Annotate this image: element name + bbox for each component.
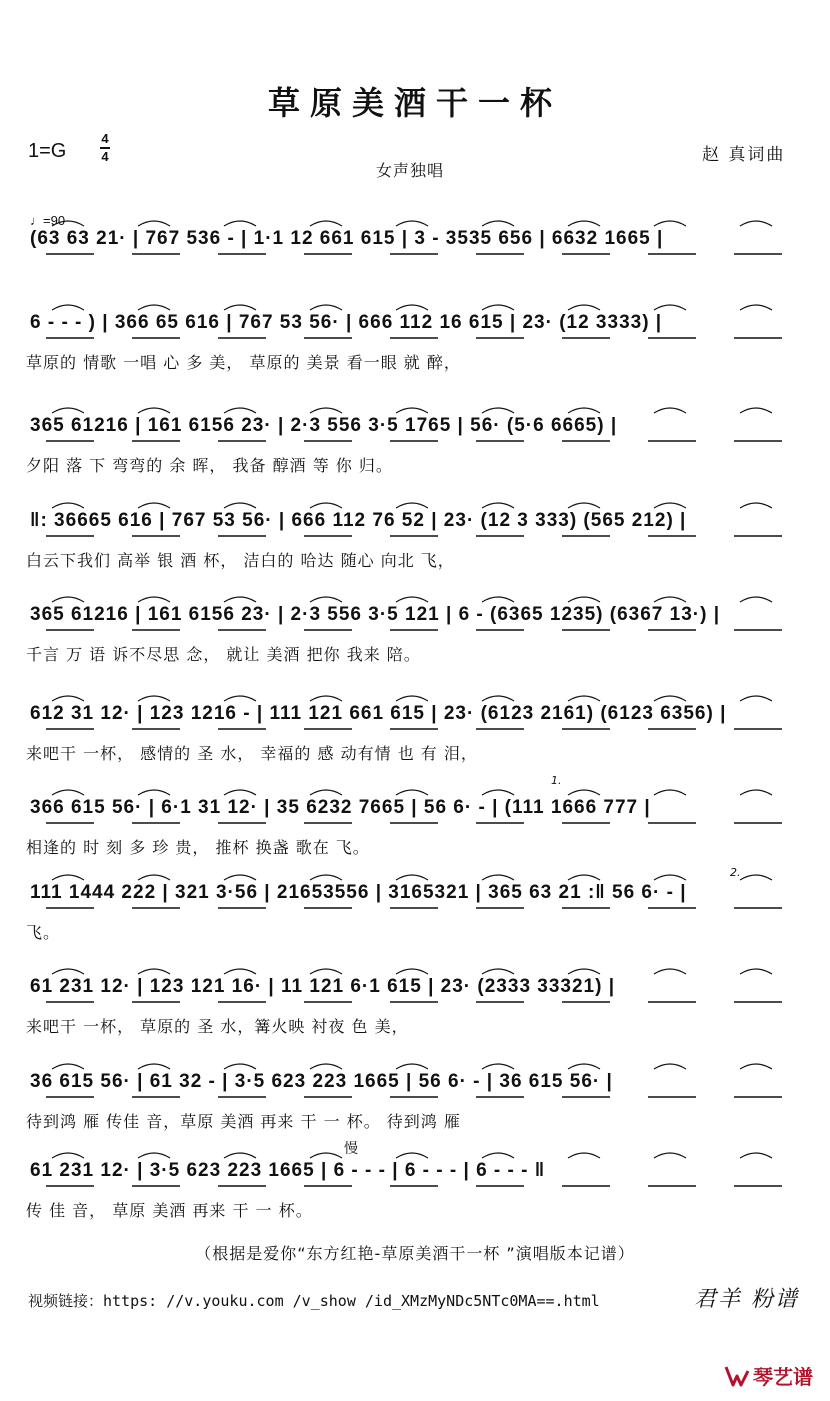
performer-note: 女声独唱 — [376, 161, 445, 180]
tempo-marking: ♩=90 — [30, 213, 66, 228]
slur-mark — [568, 790, 600, 795]
slur-mark — [568, 969, 600, 974]
notation-line: 366 615 56· | 6·1 31 12· | 35 6232 7665 | 56 6· - | (111 1666 777 | — [30, 797, 651, 818]
logo-mark-icon — [724, 1365, 750, 1387]
slur-mark — [224, 1064, 256, 1069]
lyrics-line: 来吧干 一杯， 感情的 圣 水， 幸福的 感 动有情 也 有 泪， — [26, 744, 478, 763]
lyrics-line: 白云下我们 高举 银 酒 杯， 洁白的 哈达 随心 向北 飞， — [26, 551, 455, 570]
notation-line: 365 61216 | 161 6156 23· | 2·3 556 3·5 1765 | 56· (5·6 6665) | — [30, 415, 618, 436]
slur-mark — [52, 503, 84, 508]
slur-mark — [396, 1064, 428, 1069]
slur-mark — [740, 969, 772, 974]
slur-mark — [52, 696, 84, 701]
slur-mark — [52, 790, 84, 795]
transcriber-signature: 君羊 粉谱 — [694, 1287, 799, 1312]
notation-line: 111 1444 222 | 321 3·56 | 21653556 | 3165321 | 365 63 21 :‖ 56 6· - | — [30, 882, 687, 903]
slur-mark — [568, 875, 600, 880]
slur-mark — [396, 875, 428, 880]
notation-line: 365 61216 | 161 6156 23· | 2·3 556 3·5 121 | 6 - (6365 1235) (6367 13·) | — [30, 604, 721, 625]
slur-mark — [654, 221, 686, 226]
volta-1-label: 1. — [551, 774, 562, 787]
slur-mark — [568, 503, 600, 508]
slur-mark — [52, 875, 84, 880]
slur-mark — [310, 875, 342, 880]
slur-mark — [224, 969, 256, 974]
slur-mark — [52, 597, 84, 602]
slur-mark — [654, 790, 686, 795]
slur-mark — [138, 408, 170, 413]
source-footnote: （根据是爱你“东方红艳-草原美酒干一杯 ”演唱版本记谱） — [195, 1244, 635, 1263]
key-signature: 1=G — [28, 140, 67, 162]
slur-mark — [224, 408, 256, 413]
slur-mark — [740, 503, 772, 508]
notation-line: 6 - - - ) | 366 65 616 | 767 53 56· | 666 112 16 615 | 23· (12 3333) | — [30, 312, 663, 333]
video-link[interactable]: 视频链接：https: //v.youku.com /v_show /id_XMzMyNDc5NTc0MA==.html — [28, 1292, 600, 1310]
slur-mark — [224, 790, 256, 795]
slur-mark — [224, 597, 256, 602]
notation-line: 612 31 12· | 123 1216 - | 111 121 661 615 | 23· (6123 2161) (6123 6356) | — [30, 703, 727, 724]
slur-mark — [52, 1064, 84, 1069]
volta-2-label: 2. — [730, 866, 741, 879]
slur-mark — [482, 408, 514, 413]
slur-mark — [396, 305, 428, 310]
slur-mark — [224, 221, 256, 226]
slur-mark — [310, 305, 342, 310]
slur-mark — [396, 969, 428, 974]
slur-mark — [654, 969, 686, 974]
slur-mark — [568, 408, 600, 413]
slur-mark — [310, 1064, 342, 1069]
slur-mark — [654, 696, 686, 701]
site-logo[interactable] — [724, 1361, 813, 1390]
notation-line: 61 231 12· | 3·5 623 223 1665 | 6 - - - | 6 - - - | 6 - - - ‖ — [30, 1160, 546, 1181]
lyrics-line: 待到鸿 雁 传佳 音，草原 美酒 再来 干 一 杯。 待到鸿 雁 — [26, 1112, 461, 1131]
slur-mark — [482, 969, 514, 974]
slur-mark — [138, 696, 170, 701]
slur-mark — [740, 1064, 772, 1069]
slur-mark — [310, 969, 342, 974]
lyrics-line: 来吧干 一杯， 草原的 圣 水，篝火映 衬夜 色 美， — [26, 1017, 409, 1036]
song-title: 草原美酒干一杯 — [267, 84, 562, 122]
slur-mark — [396, 408, 428, 413]
slur-mark — [654, 1064, 686, 1069]
slur-mark — [482, 1153, 514, 1158]
slur-mark — [740, 408, 772, 413]
slur-mark — [568, 1064, 600, 1069]
lyrics-line: 相逢的 时 刻 多 珍 贵， 推杯 换盏 歌在 飞。 — [26, 838, 370, 857]
slur-mark — [310, 696, 342, 701]
slur-mark — [310, 221, 342, 226]
slur-mark — [138, 1153, 170, 1158]
slur-mark — [482, 305, 514, 310]
time-signature-bottom: 4 — [101, 148, 109, 164]
slur-mark — [310, 597, 342, 602]
slur-mark — [568, 1153, 600, 1158]
notation-line: ‖: 36665 616 | 767 53 56· | 666 112 76 52 | 23· (12 3 333) (565 212) | — [30, 510, 687, 531]
time-signature-top: 4 — [101, 131, 109, 146]
slur-mark — [568, 221, 600, 226]
slur-mark — [568, 696, 600, 701]
slur-mark — [224, 503, 256, 508]
slur-mark — [52, 408, 84, 413]
slur-mark — [310, 503, 342, 508]
lyrics-line: 飞。 — [26, 923, 61, 942]
slur-mark — [52, 1153, 84, 1158]
slur-mark — [138, 790, 170, 795]
slur-mark — [396, 221, 428, 226]
slur-mark — [740, 790, 772, 795]
slur-mark — [396, 696, 428, 701]
lyrics-line: 千言 万 语 诉不尽思 念， 就让 美酒 把你 我来 陪。 — [26, 645, 421, 664]
notation-line: 36 615 56· | 61 32 - | 3·5 623 223 1665 | 56 6· - | 36 615 56· | — [30, 1071, 613, 1092]
slur-mark — [224, 1153, 256, 1158]
slur-mark — [568, 597, 600, 602]
slur-mark — [740, 221, 772, 226]
slur-mark — [138, 1064, 170, 1069]
slur-mark — [740, 875, 772, 880]
slur-mark — [482, 1064, 514, 1069]
slur-mark — [138, 875, 170, 880]
slur-mark — [396, 790, 428, 795]
slur-mark — [138, 221, 170, 226]
slur-mark — [654, 503, 686, 508]
slur-mark — [654, 597, 686, 602]
lyrics-line: 夕阳 落 下 弯弯的 余 晖， 我备 醇酒 等 你 归。 — [26, 456, 393, 475]
slur-mark — [138, 503, 170, 508]
logo-text: 琴艺谱 — [753, 1365, 813, 1389]
notation-line: 61 231 12· | 123 121 16· | 11 121 6·1 615 | 23· (2333 33321) | — [30, 976, 616, 997]
slur-mark — [740, 1153, 772, 1158]
slur-mark — [740, 696, 772, 701]
slur-mark — [224, 696, 256, 701]
slur-mark — [396, 503, 428, 508]
slur-mark — [654, 408, 686, 413]
notation-line: (63 63 21· | 767 536 - | 1·1 12 661 615 | 3 - 3535 656 | 6632 1665 | — [30, 228, 664, 249]
slur-mark — [740, 305, 772, 310]
slur-mark — [396, 1153, 428, 1158]
slur-mark — [740, 597, 772, 602]
slow-marking: 慢 — [344, 1141, 358, 1157]
slur-mark — [138, 597, 170, 602]
lyrics-line: 传 佳 音， 草原 美酒 再来 干 一 杯。 — [26, 1201, 313, 1220]
slur-mark — [52, 969, 84, 974]
slur-mark — [224, 875, 256, 880]
slur-mark — [654, 1153, 686, 1158]
time-signature — [100, 132, 110, 164]
slur-mark — [396, 597, 428, 602]
slur-mark — [310, 790, 342, 795]
slur-mark — [52, 305, 84, 310]
slur-mark — [482, 875, 514, 880]
slur-mark — [568, 305, 600, 310]
slur-mark — [482, 790, 514, 795]
slur-mark — [138, 305, 170, 310]
slur-mark — [138, 969, 170, 974]
slur-mark — [310, 408, 342, 413]
slur-mark — [654, 305, 686, 310]
slur-mark — [482, 696, 514, 701]
slur-mark — [482, 503, 514, 508]
slur-mark — [482, 221, 514, 226]
composer-credit: 赵 真词曲 — [702, 145, 786, 165]
slur-mark — [654, 875, 686, 880]
lyrics-line: 草原的 情歌 一唱 心 多 美， 草原的 美景 看一眼 就 醉， — [26, 353, 461, 372]
slur-mark — [224, 305, 256, 310]
slur-mark — [482, 597, 514, 602]
slur-mark — [310, 1153, 342, 1158]
